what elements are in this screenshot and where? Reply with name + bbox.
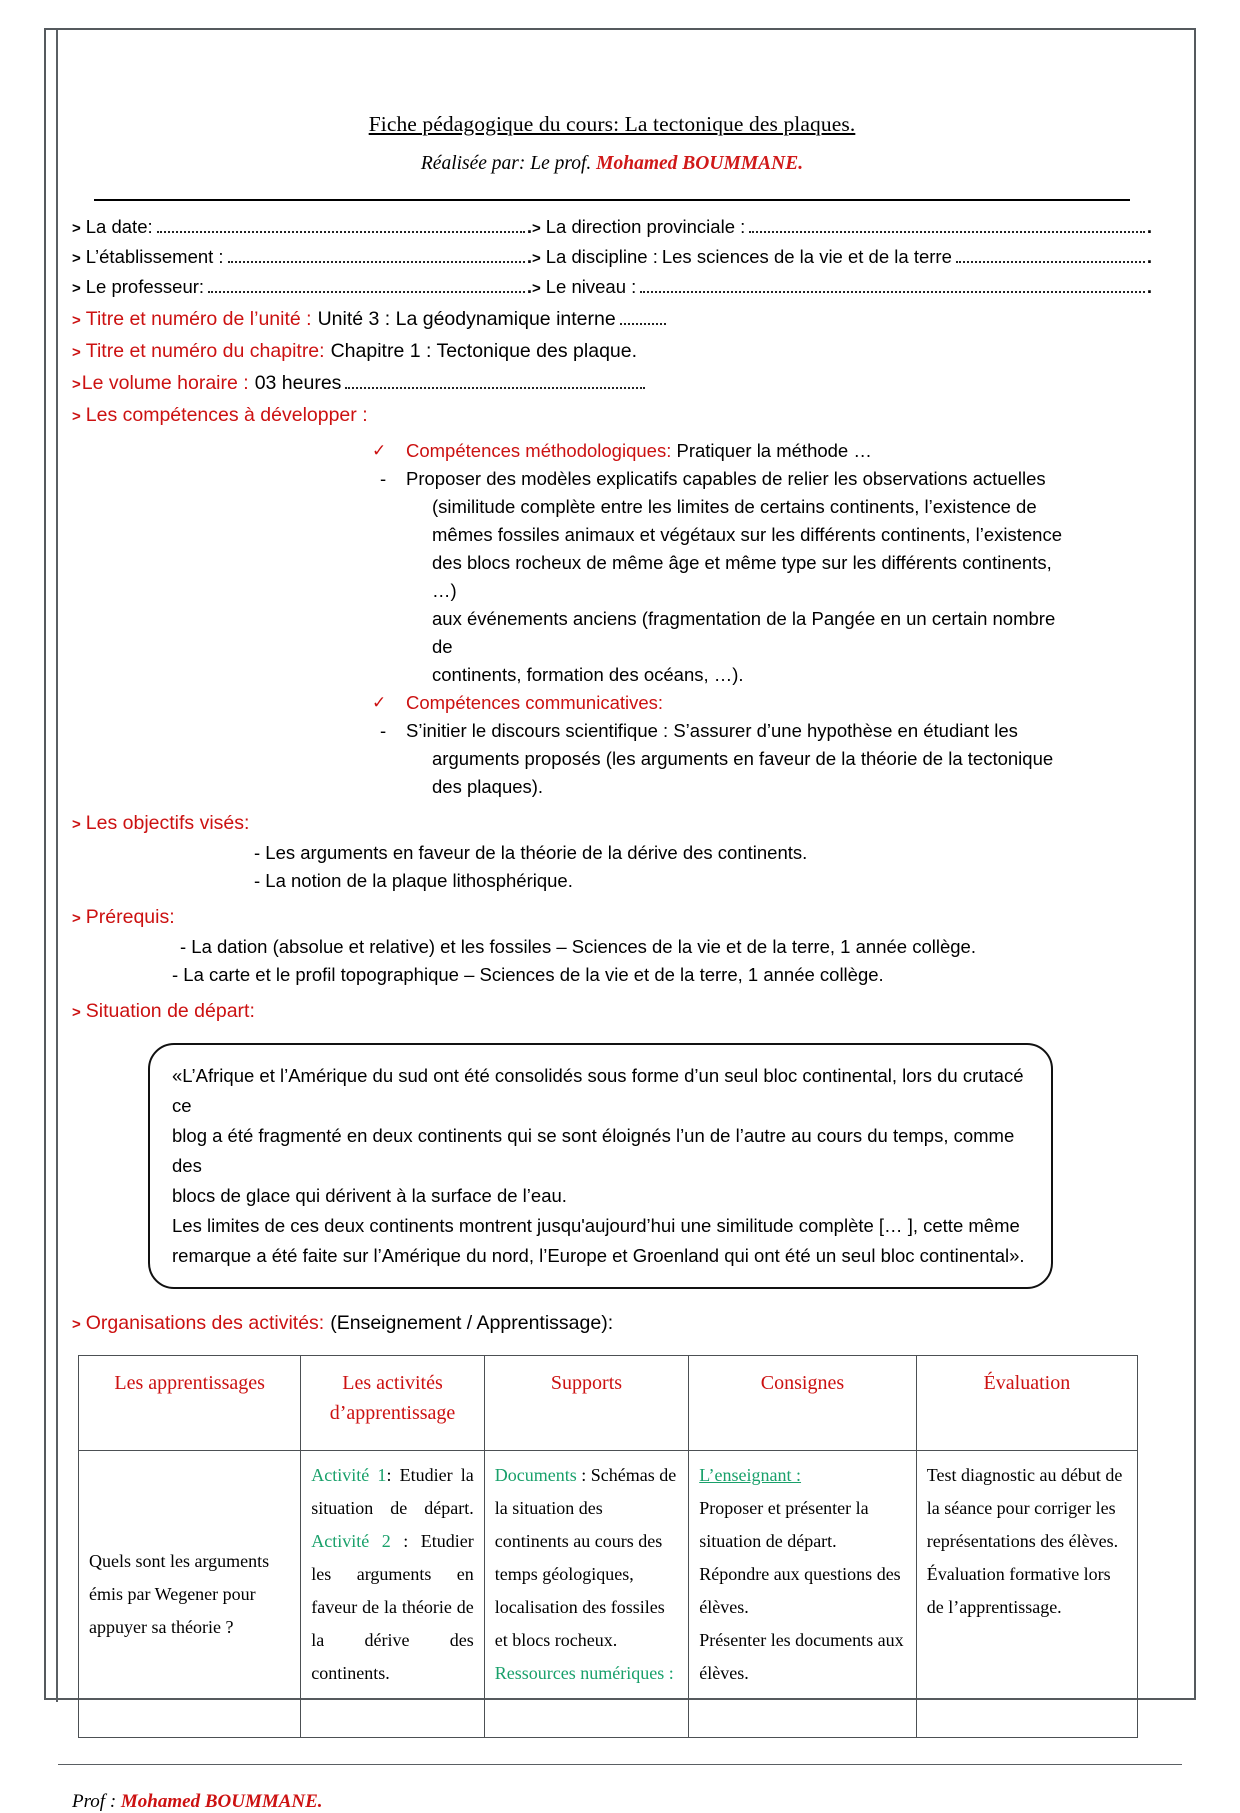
column-header-evaluation: Évaluation: [916, 1356, 1137, 1451]
bullet-chevron-icon: >: [72, 816, 81, 833]
activite-2-text: : Etudier les arguments en faveur de la théorie de la dérive des continents.: [311, 1531, 474, 1683]
date-label: La date:: [85, 216, 153, 237]
dash-bullet-icon: -: [380, 468, 387, 489]
footer-divider: [58, 1764, 1182, 1765]
check-icon: ✓: [372, 693, 387, 712]
cell-apprentissages: [79, 1451, 301, 1738]
document-content: [72, 74, 1152, 1813]
direction-line-end: .: [1146, 216, 1152, 237]
page-title: Fiche pédagogique du cours: La tectonique des plaques.: [368, 112, 856, 136]
quote-line: blog a été fragmenté en deux continents qui se sont éloignés l’un de l’autre au cours du temps, comme des: [172, 1125, 1015, 1176]
column-header-activites: Les activités d’apprentissage: [301, 1356, 484, 1451]
situation-quote-box: [148, 1043, 1053, 1289]
quote-line: blocs de glace qui dérivent à la surface de l’eau.: [172, 1185, 567, 1206]
section-chapitre: [72, 337, 1152, 367]
evaluation-line: Évaluation formative lors de l’apprentissage.: [926, 1564, 1111, 1617]
consigne-line: Présenter les documents aux élèves.: [699, 1630, 904, 1683]
etablissement-line-end: .: [526, 246, 532, 267]
professeur-input-line[interactable]: [208, 283, 525, 293]
meta-fields: [72, 213, 1152, 303]
discipline-label: La discipline :: [545, 246, 658, 267]
niveau-input-line[interactable]: [640, 283, 1145, 293]
bullet-chevron-icon: >: [72, 344, 81, 361]
prerequis-list: [172, 933, 1152, 989]
section-situation: [72, 997, 1152, 1027]
etablissement-label: L’établissement :: [85, 246, 224, 267]
bullet-chevron-icon: >: [72, 280, 81, 297]
meta-row-etablissement: [72, 243, 1152, 273]
competence-methodologiques-detail: [372, 465, 1072, 689]
section-organisation: [72, 1309, 1152, 1339]
table-row: [79, 1451, 1138, 1738]
professeur-label: Le professeur:: [85, 276, 205, 297]
check-icon: ✓: [372, 441, 387, 460]
methodologiques-paragraph: [406, 465, 1072, 689]
bullet-chevron-icon: >: [72, 312, 81, 329]
bullet-chevron-icon: >: [72, 1316, 81, 1333]
subtitle-prefix: Réalisée par: Le prof.: [420, 153, 592, 174]
paragraph-line: S’initier le discours scientifique : S’assurer d’une hypothèse en étudiant les: [406, 720, 1018, 741]
document-subtitle: [72, 153, 1152, 175]
field-discipline: [532, 243, 1152, 273]
field-professeur: [72, 273, 532, 303]
list-item: - Les arguments en faveur de la théorie de la dérive des continents.: [254, 842, 808, 863]
paragraph-line: des blocs rocheux de même âge et même type sur les différents continents, …): [432, 552, 1052, 601]
author-name: Mohamed BOUMMANE.: [596, 153, 804, 174]
consigne-line: Proposer et présenter la situation de départ.: [699, 1498, 869, 1551]
paragraph-line: des plaques).: [432, 776, 544, 797]
field-date: [72, 213, 532, 243]
direction-input-line[interactable]: [749, 223, 1145, 233]
column-header-apprentissages: Les apprentissages: [79, 1356, 301, 1451]
niveau-line-end: .: [1146, 276, 1152, 297]
unite-value: Unité 3 : La géodynamique interne: [317, 308, 616, 330]
apprentissages-text: Quels sont les arguments émis par Wegener pour appuyer sa théorie ?: [89, 1550, 270, 1637]
methodologiques-line: [406, 437, 1072, 465]
activite-1-text: : Etudier la situation de départ.: [311, 1465, 474, 1518]
objectifs-list: [254, 839, 1152, 895]
unite-label: Titre et numéro de l’unité :: [85, 308, 312, 330]
bullet-chevron-icon: >: [72, 910, 81, 927]
page-border: [44, 28, 1196, 1812]
footer-author-name: Mohamed BOUMMANE.: [120, 1791, 323, 1812]
date-line-end: .: [526, 216, 532, 237]
section-unite: [72, 305, 1152, 335]
page-inner-border: [56, 30, 1190, 1812]
column-header-supports: Supports: [484, 1356, 688, 1451]
cell-supports: [484, 1451, 688, 1738]
column-header-consignes: Consignes: [689, 1356, 917, 1451]
quote-line: «L’Afrique et l’Amérique du sud ont été consolidés sous forme d’un seul bloc continental, lors du crutacé ce: [172, 1065, 1024, 1116]
bullet-chevron-icon: >: [532, 250, 541, 267]
cell-evaluation: [916, 1451, 1137, 1738]
bullet-chevron-icon: >: [72, 220, 81, 237]
competence-methodologiques-title: [372, 437, 1072, 465]
cell-consignes: [689, 1451, 917, 1738]
quote-line: Les limites de ces deux continents montrent jusqu'aujourd’hui une similitude complète [… ], cette même: [172, 1215, 1020, 1236]
paragraph-line: arguments proposés (les arguments en faveur de la théorie de la tectonique: [432, 748, 1054, 769]
chapitre-value: Chapitre 1 : Tectonique des plaque.: [330, 340, 638, 362]
meta-row-date: [72, 213, 1152, 243]
volume-label: Le volume horaire :: [81, 372, 249, 394]
ressources-numeriques-label: Ressources numériques :: [494, 1663, 674, 1683]
paragraph-line: Proposer des modèles explicatifs capables de relier les observations actuelles: [406, 468, 1046, 489]
date-input-line[interactable]: [157, 223, 525, 233]
field-direction: [532, 213, 1152, 243]
section-prerequis: [72, 903, 1152, 933]
discipline-line-end: .: [1146, 246, 1152, 267]
field-etablissement: [72, 243, 532, 273]
methodologiques-value: Pratiquer la méthode …: [676, 440, 872, 461]
communicatives-label: Compétences communicatives:: [406, 692, 664, 713]
evaluation-line: Test diagnostic au début de la séance pour corriger les représentations des élèves.: [926, 1465, 1123, 1551]
paragraph-line: aux événements anciens (fragmentation de la Pangée en un certain nombre de: [432, 608, 1056, 657]
list-item: - La carte et le profil topographique – Sciences de la vie et de la terre, 1 année collège.: [172, 964, 884, 985]
communicatives-line: [406, 689, 1072, 717]
discipline-input-line[interactable]: [956, 253, 1145, 263]
paragraph-line: (similitude complète entre les limites de certains continents, l’existence de: [432, 496, 1037, 517]
consigne-line: Répondre aux questions des élèves.: [699, 1564, 901, 1617]
meta-row-professeur: [72, 273, 1152, 303]
section-volume-horaire: [72, 369, 1152, 399]
dash-bullet-icon: -: [380, 720, 387, 741]
volume-line[interactable]: [345, 379, 645, 389]
list-item: - La dation (absolue et relative) et les fossiles – Sciences de la vie et de la terre, 1 année collège.: [180, 936, 976, 957]
bullet-chevron-icon: >: [72, 408, 81, 425]
bullet-chevron-icon: >: [532, 220, 541, 237]
bullet-chevron-icon: >: [532, 280, 541, 297]
section-objectifs: [72, 809, 1152, 839]
unite-line[interactable]: [620, 315, 666, 325]
professeur-line-end: .: [526, 276, 532, 297]
bullet-chevron-icon: >: [72, 250, 81, 267]
paragraph-line: continents, formation des océans, …).: [432, 664, 744, 685]
communicatives-paragraph: [406, 717, 1072, 801]
objectifs-heading: Les objectifs visés:: [85, 812, 250, 834]
competence-communicatives-title: [372, 689, 1072, 717]
activite-1-label: Activité 1: [311, 1465, 387, 1485]
activite-2-label: Activité 2: [311, 1531, 391, 1551]
competences-block: [372, 437, 1072, 801]
section-competences: [72, 401, 1152, 431]
situation-heading: Situation de départ:: [85, 1000, 255, 1022]
field-niveau: [532, 273, 1152, 303]
activities-table: [78, 1355, 1138, 1738]
bullet-chevron-icon: >: [72, 1004, 81, 1021]
documents-label: Documents: [494, 1465, 577, 1485]
competence-communicatives-detail: [372, 717, 1072, 801]
competences-heading: Les compétences à développer :: [85, 404, 368, 426]
niveau-label: Le niveau :: [545, 276, 637, 297]
footer-prefix: Prof :: [72, 1791, 117, 1812]
table-header-row: [79, 1356, 1138, 1451]
list-item: - La notion de la plaque lithosphérique.: [254, 870, 573, 891]
title-divider: [94, 199, 1130, 201]
footer-signature: [72, 1791, 1152, 1813]
volume-value: 03 heures: [254, 372, 342, 394]
discipline-value: Les sciences de la vie et de la terre: [661, 246, 952, 267]
organisation-subtitle: (Enseignement / Apprentissage):: [330, 1312, 614, 1334]
paragraph-line: mêmes fossiles animaux et végétaux sur les différents continents, l’existence: [432, 524, 1062, 545]
direction-label: La direction provinciale :: [545, 216, 746, 237]
chapitre-label: Titre et numéro du chapitre:: [85, 340, 325, 362]
methodologiques-label: Compétences méthodologiques:: [406, 440, 672, 461]
enseignant-label: L’enseignant :: [699, 1465, 802, 1485]
documents-text: : Schémas de la situation des continents au cours des temps géologiques, localisation des fossiles et blocs rocheux.: [494, 1465, 677, 1650]
prerequis-heading: Prérequis:: [85, 906, 175, 928]
organisation-heading: Organisations des activités:: [85, 1312, 325, 1334]
etablissement-input-line[interactable]: [228, 253, 525, 263]
cell-activites: [301, 1451, 484, 1738]
quote-line: remarque a été faite sur l’Amérique du nord, l’Europe et Groenland qui ont été un seul bloc continental».: [172, 1245, 1025, 1266]
bullet-chevron-icon: >: [72, 376, 81, 393]
